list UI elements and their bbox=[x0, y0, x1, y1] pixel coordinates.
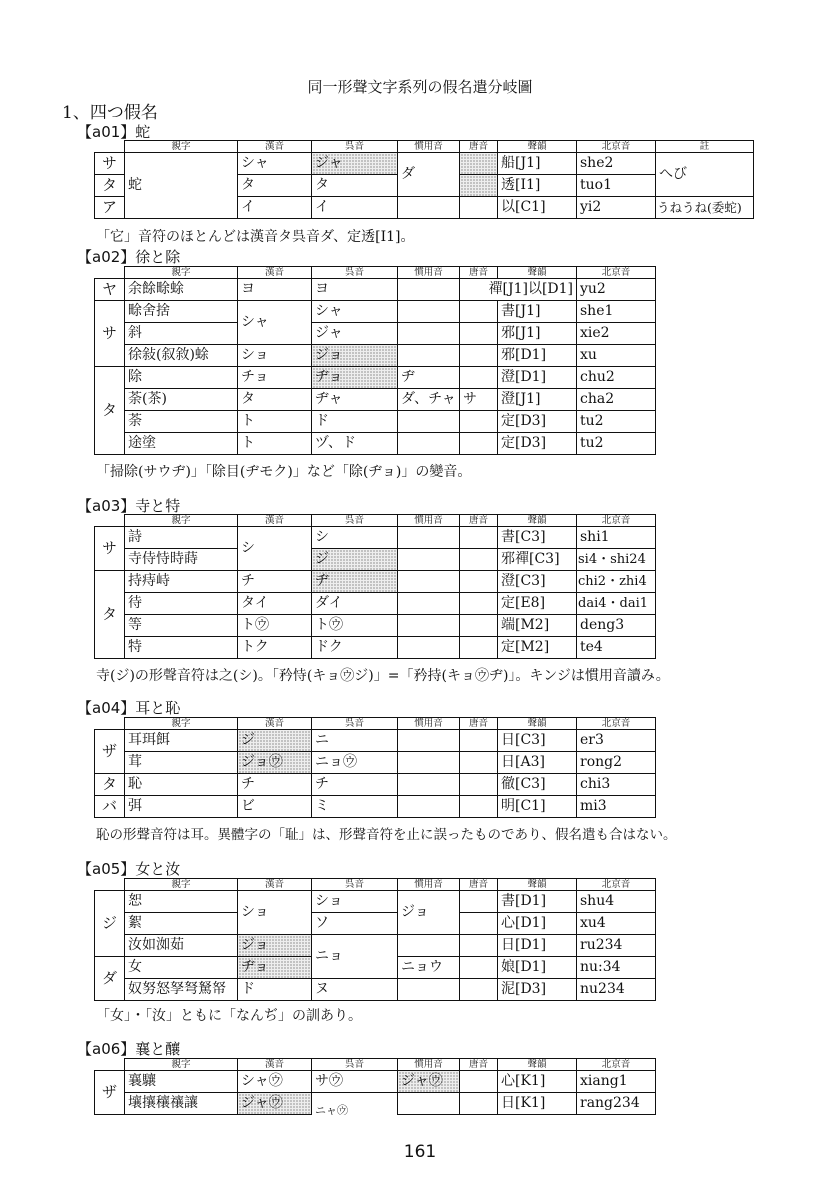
to-cell bbox=[460, 615, 498, 637]
go-cell: ショ bbox=[312, 891, 398, 913]
header-go: 呉音 bbox=[312, 718, 398, 730]
kan-cell: ジ bbox=[238, 730, 312, 752]
seiin-cell: 日[C3] bbox=[498, 730, 577, 752]
kan-cell: チョ bbox=[238, 367, 312, 389]
seiin-cell: 定[E8] bbox=[498, 593, 577, 615]
pek-cell: si4・shi24 bbox=[577, 549, 656, 571]
header-pek: 北京音 bbox=[577, 141, 656, 153]
table-row bbox=[95, 571, 656, 593]
kanyo-cell bbox=[398, 433, 460, 455]
section-note-a01: 「它」音符のほとんどは漢音タ呉音ダ、定透[I1]。 bbox=[96, 229, 415, 245]
go-cell-cut: ニャ㋒ bbox=[312, 1093, 398, 1115]
table-header bbox=[95, 879, 656, 891]
pek-cell: xu bbox=[577, 345, 656, 367]
seiin-cell: 定[M2] bbox=[498, 637, 577, 659]
to-cell bbox=[460, 637, 498, 659]
kanyo-cell bbox=[398, 323, 460, 345]
to-cell bbox=[460, 1071, 498, 1093]
header-kanyo: 慣用音 bbox=[398, 267, 460, 279]
header-oya: 親字 bbox=[125, 1059, 238, 1071]
go-cell: ド bbox=[312, 411, 398, 433]
kana-cell: ザ bbox=[95, 730, 125, 774]
header-oya: 親字 bbox=[125, 515, 238, 527]
header-pek: 北京音 bbox=[577, 718, 656, 730]
seiin-cell: 書[C3] bbox=[498, 527, 577, 549]
kanyo-cell bbox=[398, 979, 460, 1001]
section-heading-a06: 【a06】襄と釀 bbox=[77, 1040, 181, 1058]
header-oya: 親字 bbox=[125, 141, 238, 153]
seiin-cell: 澄[D1] bbox=[498, 367, 577, 389]
kanyo-cell bbox=[398, 527, 460, 549]
to-cell: サ bbox=[460, 389, 498, 411]
table-a06 bbox=[94, 1058, 656, 1115]
oya-cell: 恕 bbox=[125, 891, 238, 913]
oya-cell: 斜 bbox=[125, 323, 238, 345]
kan-cell: ジョ bbox=[238, 935, 312, 957]
table-a02 bbox=[94, 266, 656, 455]
kanyo-cell: ダ、チャ bbox=[398, 389, 460, 411]
kan-cell: タ bbox=[238, 175, 312, 197]
table-a03 bbox=[94, 514, 656, 659]
kanyo-cell bbox=[398, 615, 460, 637]
kan-cell: タイ bbox=[238, 593, 312, 615]
pek-cell: deng3 bbox=[577, 615, 656, 637]
go-cell: イ bbox=[312, 197, 398, 219]
pek-cell: she1 bbox=[577, 301, 656, 323]
oya-cell: 蛇 bbox=[125, 153, 238, 219]
kanyo-cell bbox=[398, 593, 460, 615]
pek-cell: chu2 bbox=[577, 367, 656, 389]
chu-cell: へび bbox=[656, 153, 754, 197]
oya-cell: 女 bbox=[125, 957, 238, 979]
go-cell: ニョ㋒ bbox=[312, 752, 398, 774]
seiin-cell: 邪[D1] bbox=[498, 345, 577, 367]
kanyo-cell bbox=[398, 197, 460, 219]
kanyo-cell bbox=[398, 571, 460, 593]
table-row bbox=[95, 433, 656, 455]
header-seiin: 聲韻 bbox=[498, 141, 577, 153]
header-to: 唐音 bbox=[460, 267, 498, 279]
table-a01 bbox=[94, 140, 754, 219]
kana-cell: タ bbox=[95, 571, 125, 659]
table-row bbox=[95, 389, 656, 411]
seiin-cell: 邪禪[C3] bbox=[498, 549, 577, 571]
table-row bbox=[95, 301, 656, 323]
kan-cell: ヂョ bbox=[238, 957, 312, 979]
header-kan: 漢音 bbox=[238, 879, 312, 891]
oya-cell: 荼(茶) bbox=[125, 389, 238, 411]
kanyo-cell: ヂ bbox=[398, 367, 460, 389]
table-row bbox=[95, 637, 656, 659]
header-kan: 漢音 bbox=[238, 718, 312, 730]
header-to: 唐音 bbox=[460, 515, 498, 527]
oya-cell: 途塗 bbox=[125, 433, 238, 455]
table-a04 bbox=[94, 717, 656, 818]
pek-cell: mi3 bbox=[577, 796, 656, 818]
chapter-heading: 1、四つ假名 bbox=[62, 103, 158, 123]
kana-cell: サ bbox=[95, 153, 125, 175]
header-kan: 漢音 bbox=[238, 267, 312, 279]
go-cell: ジャ bbox=[312, 323, 398, 345]
oya-cell: 奴努怒孥弩駑帑 bbox=[125, 979, 238, 1001]
seiin-cell: 澄[J1] bbox=[498, 389, 577, 411]
kana-cell: ダ bbox=[95, 957, 125, 1001]
section-note-a04: 恥の形聲音符は耳。異體字の「耻」は、形聲音符を止に誤ったものであり、假名遣も合はない。 bbox=[96, 827, 677, 843]
seiin-cell: 端[M2] bbox=[498, 615, 577, 637]
go-cell: ニ bbox=[312, 730, 398, 752]
table-row bbox=[95, 1093, 656, 1115]
kanyo-cell bbox=[398, 411, 460, 433]
pek-cell: te4 bbox=[577, 637, 656, 659]
pek-cell: dai4・dai1 bbox=[577, 593, 656, 615]
kan-cell: ショ bbox=[238, 891, 312, 935]
table-row bbox=[95, 913, 656, 935]
to-cell bbox=[460, 367, 498, 389]
oya-cell: 絮 bbox=[125, 913, 238, 935]
pek-cell: cha2 bbox=[577, 389, 656, 411]
to-cell bbox=[460, 1093, 498, 1115]
go-cell: サ㋒ bbox=[312, 1071, 398, 1093]
seiin-cell: 澄[C3] bbox=[498, 571, 577, 593]
kana-cell: タ bbox=[95, 774, 125, 796]
section-note-a02: 「掃除(サウヂ)」「除目(ヂモク)」など「除(ヂョ)」の變音。 bbox=[96, 464, 472, 480]
to-cell bbox=[460, 301, 498, 323]
table-a05 bbox=[94, 878, 656, 1001]
kan-cell: ド bbox=[238, 979, 312, 1001]
kanyo-cell: ダ bbox=[398, 153, 460, 197]
page-title: 同一形聲文字系列の假名遣分岐圖 bbox=[307, 78, 533, 96]
go-cell: ヨ bbox=[312, 279, 398, 301]
go-cell: ジャ bbox=[312, 153, 398, 175]
section-note-a03: 寺(ジ)の形聲音符は之(シ)。「矜恃(キョ㋒ジ)」=「矜持(キョ㋒ヂ)」。キンジは慣用音讀み。 bbox=[96, 668, 670, 684]
kan-cell: ト㋒ bbox=[238, 615, 312, 637]
to-cell bbox=[460, 752, 498, 774]
header-kan: 漢音 bbox=[238, 141, 312, 153]
table-header bbox=[95, 1059, 656, 1071]
pek-cell: ru234 bbox=[577, 935, 656, 957]
header-to: 唐音 bbox=[460, 1059, 498, 1071]
kana-cell: ア bbox=[95, 197, 125, 219]
kanyo-cell bbox=[398, 1093, 460, 1115]
header-to: 唐音 bbox=[460, 141, 498, 153]
kan-cell: ジャ㋒ bbox=[238, 1093, 312, 1115]
header-go: 呉音 bbox=[312, 1059, 398, 1071]
table-header bbox=[95, 515, 656, 527]
header-go: 呉音 bbox=[312, 879, 398, 891]
oya-cell: 余餘畭蜍 bbox=[125, 279, 238, 301]
seiin-cell: 泥[D3] bbox=[498, 979, 577, 1001]
pek-cell: tu2 bbox=[577, 411, 656, 433]
header-go: 呉音 bbox=[312, 141, 398, 153]
pek-cell: rang234 bbox=[577, 1093, 656, 1115]
pek-cell: tuo1 bbox=[577, 175, 656, 197]
kanyo-cell: ジャ㋒ bbox=[398, 1071, 460, 1093]
table-header bbox=[95, 141, 754, 153]
header-oya: 親字 bbox=[125, 267, 238, 279]
table-row bbox=[95, 367, 656, 389]
pek-cell: rong2 bbox=[577, 752, 656, 774]
kanyo-cell bbox=[398, 637, 460, 659]
section-heading-a03: 【a03】寺と特 bbox=[77, 497, 181, 515]
oya-cell: 徐敍(叙敘)蜍 bbox=[125, 345, 238, 367]
pek-cell: xiang1 bbox=[577, 1071, 656, 1093]
table-row bbox=[95, 796, 656, 818]
go-cell: ヌ bbox=[312, 979, 398, 1001]
oya-cell: 茸 bbox=[125, 752, 238, 774]
to-cell bbox=[460, 957, 498, 979]
seiin-cell: 書[D1] bbox=[498, 891, 577, 913]
header-kan: 漢音 bbox=[238, 515, 312, 527]
go-cell: ヂョ bbox=[312, 367, 398, 389]
header-kanyo: 慣用音 bbox=[398, 141, 460, 153]
to-cell bbox=[460, 774, 498, 796]
go-cell: ト㋒ bbox=[312, 615, 398, 637]
pek-cell: yi2 bbox=[577, 197, 656, 219]
kanyo-cell bbox=[398, 796, 460, 818]
pek-cell: xie2 bbox=[577, 323, 656, 345]
table-row bbox=[95, 411, 656, 433]
chu-cell: うねうね(委蛇) bbox=[656, 197, 754, 219]
kanyo-cell bbox=[398, 752, 460, 774]
go-cell: ヂ bbox=[312, 571, 398, 593]
go-cell: ドク bbox=[312, 637, 398, 659]
seiin-cell: 邪[J1] bbox=[498, 323, 577, 345]
go-cell: ヅ、ド bbox=[312, 433, 398, 455]
pek-cell: shu4 bbox=[577, 891, 656, 913]
to-cell bbox=[460, 153, 498, 175]
table-row bbox=[95, 153, 754, 175]
pek-cell: nu234 bbox=[577, 979, 656, 1001]
go-cell: ニョ bbox=[312, 935, 398, 979]
seiin-cell: 禪[J1]以[D1] bbox=[460, 279, 577, 301]
seiin-cell: 娘[D1] bbox=[498, 957, 577, 979]
header-kanyo: 慣用音 bbox=[398, 515, 460, 527]
pek-cell: xu4 bbox=[577, 913, 656, 935]
header-chu: 註 bbox=[656, 141, 754, 153]
go-cell: ダイ bbox=[312, 593, 398, 615]
go-cell: チ bbox=[312, 774, 398, 796]
seiin-cell: 心[D1] bbox=[498, 913, 577, 935]
section-note-a05: 「女」・「汝」ともに「なんぢ」の訓あり。 bbox=[96, 1008, 362, 1024]
oya-cell: 除 bbox=[125, 367, 238, 389]
kanyo-cell bbox=[398, 549, 460, 571]
table-row bbox=[95, 891, 656, 913]
kana-cell: ジ bbox=[95, 891, 125, 957]
section-heading-a02: 【a02】徐と除 bbox=[77, 248, 181, 266]
section-heading-a05: 【a05】女と汝 bbox=[77, 860, 181, 878]
go-cell: ミ bbox=[312, 796, 398, 818]
pek-cell: shi1 bbox=[577, 527, 656, 549]
kan-cell: ヨ bbox=[238, 279, 312, 301]
oya-cell: 待 bbox=[125, 593, 238, 615]
pek-cell: tu2 bbox=[577, 433, 656, 455]
kana-cell: タ bbox=[95, 175, 125, 197]
table-row bbox=[95, 549, 656, 571]
kan-cell: チ bbox=[238, 571, 312, 593]
page-number: 161 bbox=[403, 1142, 437, 1162]
pek-cell: nu:34 bbox=[577, 957, 656, 979]
kana-cell: ザ bbox=[95, 1071, 125, 1115]
seiin-cell: 日[K1] bbox=[498, 1093, 577, 1115]
kan-cell: シ bbox=[238, 527, 312, 571]
kan-cell: トク bbox=[238, 637, 312, 659]
pek-cell: she2 bbox=[577, 153, 656, 175]
header-go: 呉音 bbox=[312, 267, 398, 279]
kan-cell: シャ bbox=[238, 301, 312, 345]
header-go: 呉音 bbox=[312, 515, 398, 527]
kan-cell: シャ bbox=[238, 153, 312, 175]
table-row bbox=[95, 615, 656, 637]
header-seiin: 聲韻 bbox=[498, 879, 577, 891]
header-seiin: 聲韻 bbox=[498, 1059, 577, 1071]
go-cell: タ bbox=[312, 175, 398, 197]
go-cell: シャ bbox=[312, 301, 398, 323]
kanyo-cell bbox=[398, 774, 460, 796]
go-cell: ジ bbox=[312, 549, 398, 571]
pek-cell: er3 bbox=[577, 730, 656, 752]
table-row bbox=[95, 774, 656, 796]
to-cell bbox=[460, 323, 498, 345]
table-row bbox=[95, 752, 656, 774]
header-kanyo: 慣用音 bbox=[398, 718, 460, 730]
kan-cell: チ bbox=[238, 774, 312, 796]
section-heading-a04: 【a04】耳と恥 bbox=[77, 699, 181, 717]
to-cell bbox=[460, 411, 498, 433]
kanyo-cell: ジョ bbox=[398, 891, 460, 935]
to-cell bbox=[460, 593, 498, 615]
to-cell bbox=[460, 935, 498, 957]
to-cell bbox=[460, 913, 498, 935]
kan-cell: ト bbox=[238, 411, 312, 433]
table-row bbox=[95, 979, 656, 1001]
kan-cell: ビ bbox=[238, 796, 312, 818]
header-kanyo: 慣用音 bbox=[398, 1059, 460, 1071]
oya-cell: 汝如洳茹 bbox=[125, 935, 238, 957]
header-pek: 北京音 bbox=[577, 515, 656, 527]
oya-cell: 耳珥餌 bbox=[125, 730, 238, 752]
pek-cell: chi2・zhi4 bbox=[577, 571, 656, 593]
to-cell bbox=[460, 527, 498, 549]
seiin-cell: 船[J1] bbox=[498, 153, 577, 175]
to-cell bbox=[460, 197, 498, 219]
header-oya: 親字 bbox=[125, 718, 238, 730]
seiin-cell: 心[K1] bbox=[498, 1071, 577, 1093]
oya-cell: 壤攘穰禳讓 bbox=[125, 1093, 238, 1115]
kan-cell: タ bbox=[238, 389, 312, 411]
table-row bbox=[95, 730, 656, 752]
go-cell: シ bbox=[312, 527, 398, 549]
kan-cell: ジョ㋒ bbox=[238, 752, 312, 774]
table-row bbox=[95, 1071, 656, 1093]
table-row bbox=[95, 279, 656, 301]
to-cell bbox=[460, 571, 498, 593]
table-header bbox=[95, 718, 656, 730]
kan-cell: ショ bbox=[238, 345, 312, 367]
kana-cell: サ bbox=[95, 301, 125, 367]
table-row bbox=[95, 593, 656, 615]
oya-cell: 持痔峙 bbox=[125, 571, 238, 593]
kana-cell: バ bbox=[95, 796, 125, 818]
go-cell: ソ bbox=[312, 913, 398, 935]
header-to: 唐音 bbox=[460, 718, 498, 730]
kanyo-cell: ニョウ bbox=[398, 957, 460, 979]
seiin-cell: 徹[C3] bbox=[498, 774, 577, 796]
header-kan: 漢音 bbox=[238, 1059, 312, 1071]
kan-cell: ト bbox=[238, 433, 312, 455]
go-cell: ヂャ bbox=[312, 389, 398, 411]
oya-cell: 襄驤 bbox=[125, 1071, 238, 1093]
header-seiin: 聲韻 bbox=[498, 718, 577, 730]
to-cell bbox=[460, 891, 498, 913]
to-cell bbox=[460, 796, 498, 818]
header-seiin: 聲韻 bbox=[498, 515, 577, 527]
to-cell bbox=[460, 175, 498, 197]
seiin-cell: 書[J1] bbox=[498, 301, 577, 323]
kan-cell: シャ㋒ bbox=[238, 1071, 312, 1093]
table-header bbox=[95, 267, 656, 279]
header-kanyo: 慣用音 bbox=[398, 879, 460, 891]
oya-cell: 特 bbox=[125, 637, 238, 659]
oya-cell: 荼 bbox=[125, 411, 238, 433]
table-row bbox=[95, 323, 656, 345]
seiin-cell: 日[D1] bbox=[498, 935, 577, 957]
kanyo-cell bbox=[398, 730, 460, 752]
oya-cell: 寺侍恃時蒔 bbox=[125, 549, 238, 571]
kanyo-cell bbox=[398, 935, 460, 957]
oya-cell: 弭 bbox=[125, 796, 238, 818]
to-cell bbox=[460, 345, 498, 367]
to-cell bbox=[460, 979, 498, 1001]
header-pek: 北京音 bbox=[577, 267, 656, 279]
to-cell bbox=[460, 433, 498, 455]
section-heading-a01: 【a01】蛇 bbox=[77, 123, 151, 141]
seiin-cell: 日[A3] bbox=[498, 752, 577, 774]
table-row bbox=[95, 935, 656, 957]
oya-cell: 畭舍捨 bbox=[125, 301, 238, 323]
header-oya: 親字 bbox=[125, 879, 238, 891]
pek-cell: chi3 bbox=[577, 774, 656, 796]
kanyo-cell bbox=[398, 279, 460, 301]
pek-cell: yu2 bbox=[577, 279, 656, 301]
table-row bbox=[95, 345, 656, 367]
header-seiin: 聲韻 bbox=[498, 267, 577, 279]
to-cell bbox=[460, 549, 498, 571]
header-to: 唐音 bbox=[460, 879, 498, 891]
seiin-cell: 定[D3] bbox=[498, 433, 577, 455]
header-pek: 北京音 bbox=[577, 879, 656, 891]
oya-cell: 詩 bbox=[125, 527, 238, 549]
kanyo-cell bbox=[398, 345, 460, 367]
seiin-cell: 定[D3] bbox=[498, 411, 577, 433]
oya-cell: 等 bbox=[125, 615, 238, 637]
kana-cell: タ bbox=[95, 367, 125, 455]
header-pek: 北京音 bbox=[577, 1059, 656, 1071]
seiin-cell: 透[I1] bbox=[498, 175, 577, 197]
kan-cell: イ bbox=[238, 197, 312, 219]
go-cell: ジョ bbox=[312, 345, 398, 367]
kana-cell: サ bbox=[95, 527, 125, 571]
seiin-cell: 以[C1] bbox=[498, 197, 577, 219]
seiin-cell: 明[C1] bbox=[498, 796, 577, 818]
to-cell bbox=[460, 730, 498, 752]
table-row bbox=[95, 527, 656, 549]
kanyo-cell bbox=[398, 301, 460, 323]
kana-cell: ヤ bbox=[95, 279, 125, 301]
oya-cell: 恥 bbox=[125, 774, 238, 796]
